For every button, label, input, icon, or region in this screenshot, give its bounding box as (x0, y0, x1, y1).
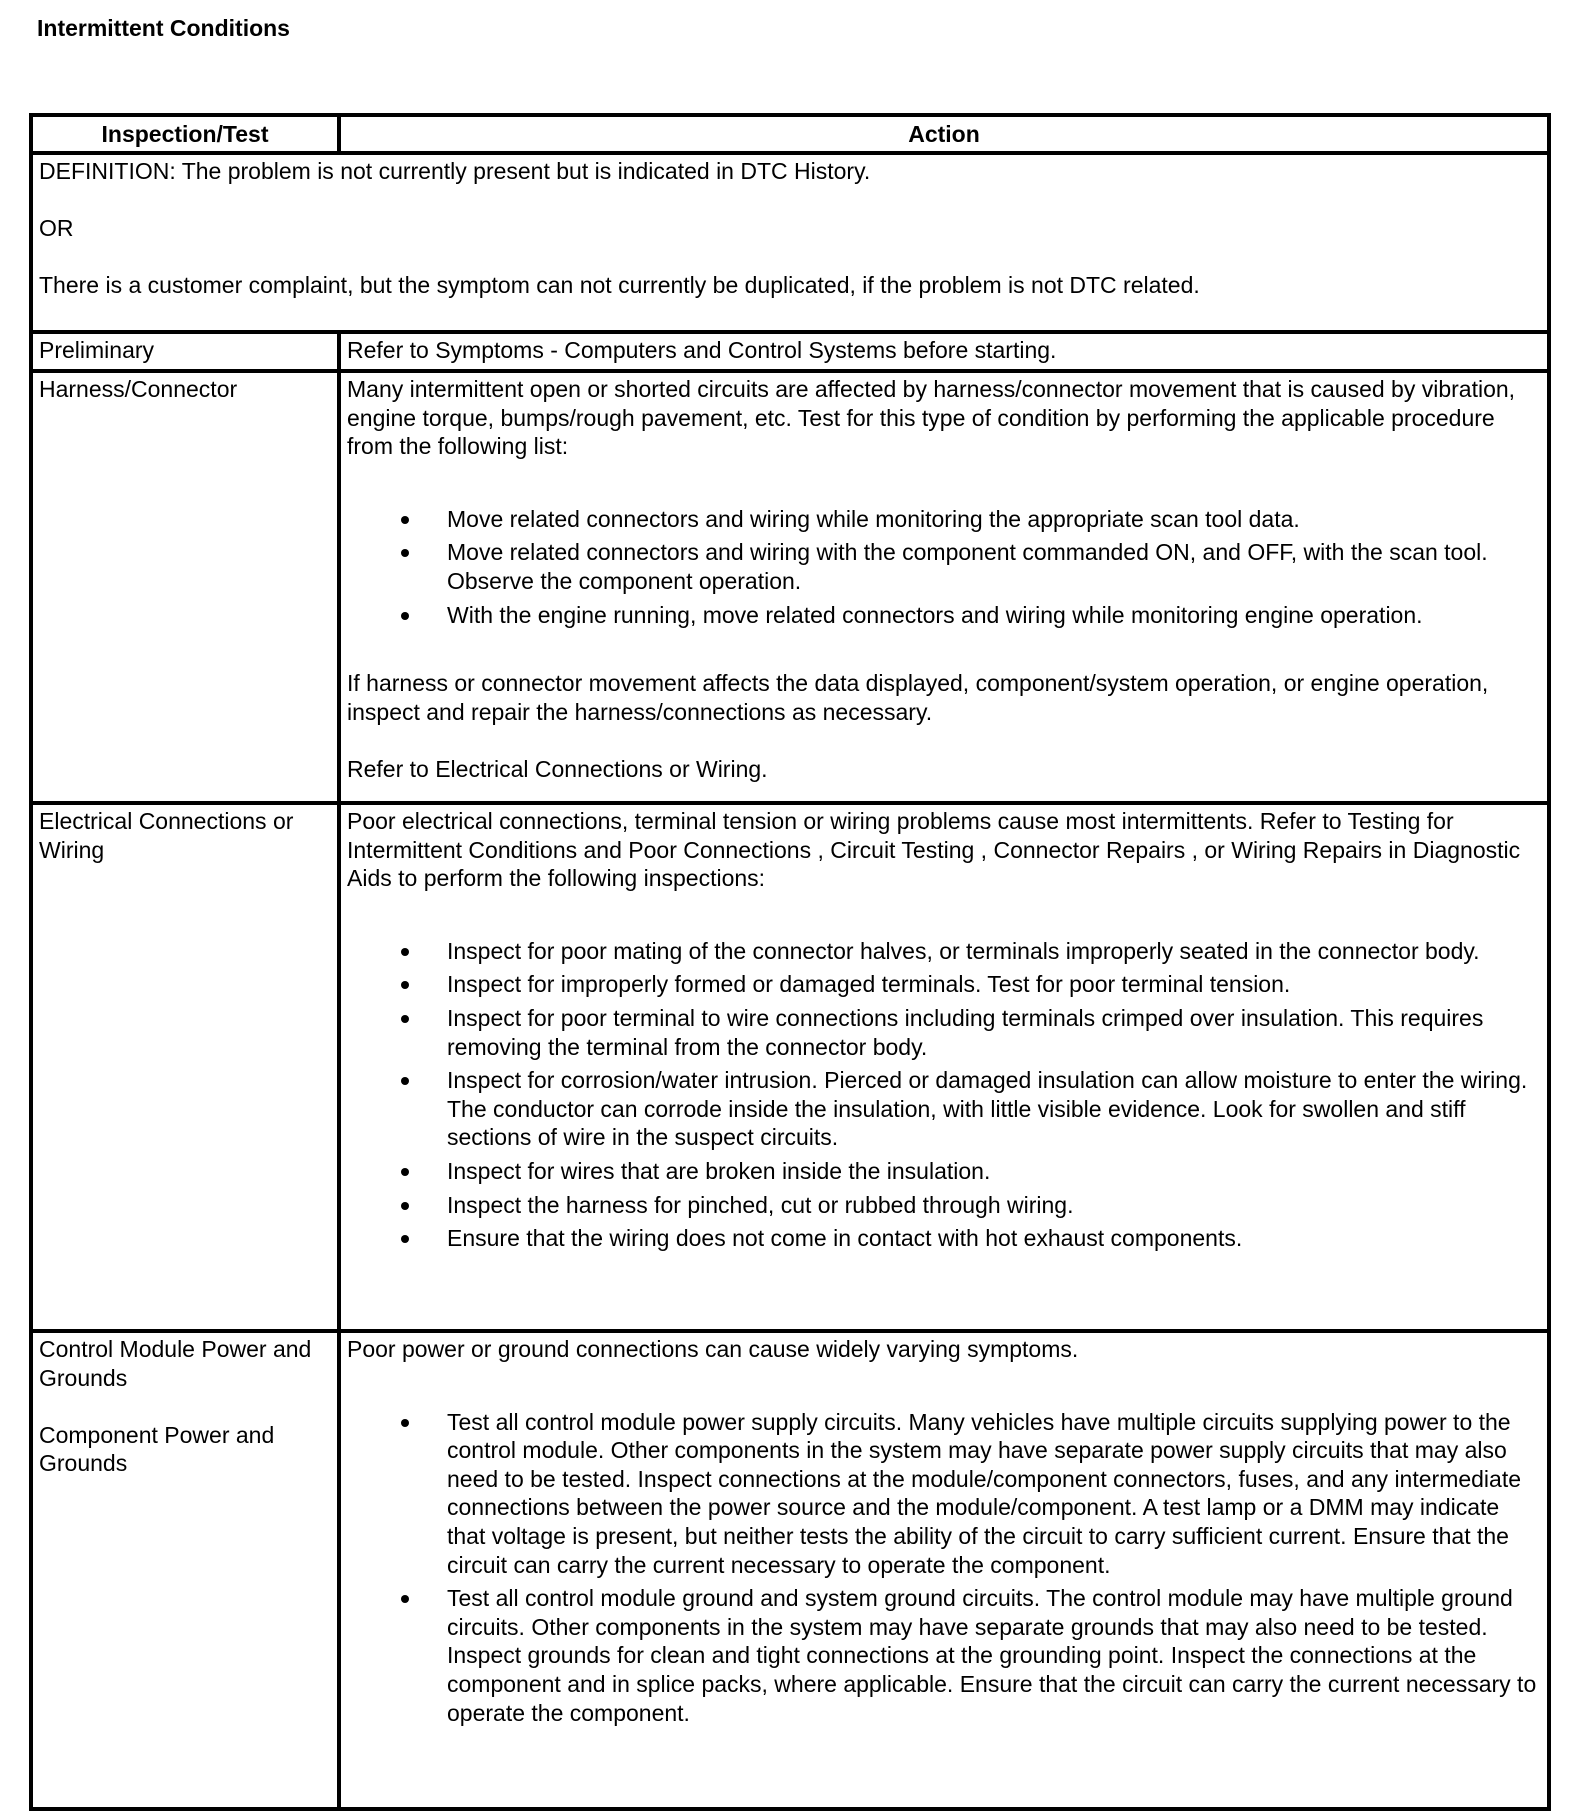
action-cell (339, 1331, 1549, 1809)
header-action: Action (339, 115, 1549, 153)
table-row-preliminary (31, 332, 1549, 371)
bullet-list (347, 937, 1541, 1253)
list-item: Inspect for poor mating of the connector halves, or terminals improperly seated in the connector body. (347, 937, 1541, 966)
inspection-label-cell (31, 1331, 339, 1809)
action-cell (339, 803, 1549, 1331)
table-row-harness (31, 371, 1549, 803)
definition-cell (31, 153, 1549, 332)
list-item: Move related connectors and wiring with the component commanded ON, and OFF, with the scan tool. Observe the component operation. (347, 538, 1541, 595)
inspection-label: Preliminary (31, 332, 339, 371)
inspection-label: Harness/Connector (31, 371, 339, 803)
bullet-list (347, 505, 1541, 629)
definition-alt: There is a customer complaint, but the symptom can not currently be duplicated, if the problem is not DTC related. (39, 272, 1200, 299)
list-item: Test all control module power supply circuits. Many vehicles have multiple circuits supplying power to the control module. Other components in the system may have separate power supply circuits that may also need to be tested. Inspect connections at the module/component connectors, fuses, and any intermediate connections between the power source and the module/component. A test lamp or a DMM may indicate that voltage is present, but neither tests the ability of the circuit to carry sufficient current. Ensure that the circuit can carry the current necessary to operate the component. (347, 1408, 1541, 1580)
list-item: Inspect for poor terminal to wire connections including terminals crimped over insulation. This requires removing the terminal from the connector body. (347, 1004, 1541, 1061)
page-title: Intermittent Conditions (37, 15, 290, 41)
definition-or: OR (39, 215, 74, 242)
action-cell (339, 371, 1549, 803)
action-intro: Poor electrical connections, terminal tension or wiring problems cause most intermittents. Refer to Testing for Intermittent Conditions and Poor Connections , Circuit Testing , Connector Repairs , or Wiring Repairs in Diagnostic Aids to perform the following inspections: (347, 808, 1521, 892)
definition-text: DEFINITION: The problem is not currently present but is indicated in DTC History. (39, 158, 871, 184)
inspection-label: Component Power and Grounds (39, 1421, 275, 1477)
bullet-list (347, 1408, 1541, 1728)
inspection-label: Electrical Connections or Wiring (31, 803, 339, 1331)
table-header-row (31, 115, 1549, 153)
list-item: Inspect for wires that are broken inside the insulation. (347, 1157, 1541, 1186)
list-item: Inspect the harness for pinched, cut or rubbed through wiring. (347, 1191, 1541, 1220)
header-inspection-test: Inspection/Test (31, 115, 339, 153)
list-item: Test all control module ground and system ground circuits. The control module may have multiple ground circuits. Other components in the system may have separate grounds that may also need to be tested. Inspect grounds for clean and tight connections at the grounding point. Inspect the connections at the component and in splice packs, where applicable. Ensure that the circuit can carry the current necessary to operate the component. (347, 1584, 1541, 1727)
definition-row (31, 153, 1549, 332)
action-text: Refer to Symptoms - Computers and Control Systems before starting. (339, 332, 1549, 371)
action-refer: Refer to Electrical Connections or Wiring. (347, 755, 768, 782)
table-row-electrical (31, 803, 1549, 1331)
action-followup: If harness or connector movement affects the data displayed, component/system operation, or engine operation, inspect and repair the harness/connections as necessary. (347, 670, 1489, 725)
action-intro: Poor power or ground connections can cause widely varying symptoms. (347, 1336, 1079, 1362)
list-item: Inspect for improperly formed or damaged terminals. Test for poor terminal tension. (347, 970, 1541, 999)
list-item: With the engine running, move related connectors and wiring while monitoring engine operation. (347, 601, 1541, 630)
list-item: Inspect for corrosion/water intrusion. Pierced or damaged insulation can allow moisture to enter the wiring. The conductor can corrode inside the insulation, with little visible evidence. Look for swollen and stiff sections of wire in the suspect circuits. (347, 1066, 1541, 1152)
intermittent-conditions-table (29, 113, 1551, 1811)
list-item: Move related connectors and wiring while monitoring the appropriate scan tool data. (347, 505, 1541, 534)
table-row-power-grounds (31, 1331, 1549, 1809)
inspection-label: Control Module Power and Grounds (39, 1336, 312, 1391)
action-intro: Many intermittent open or shorted circuits are affected by harness/connector movement that is caused by vibration, engine torque, bumps/rough pavement, etc. Test for this type of condition by performing the applicable procedure from the following list: (347, 376, 1516, 460)
list-item: Ensure that the wiring does not come in contact with hot exhaust components. (347, 1224, 1541, 1253)
